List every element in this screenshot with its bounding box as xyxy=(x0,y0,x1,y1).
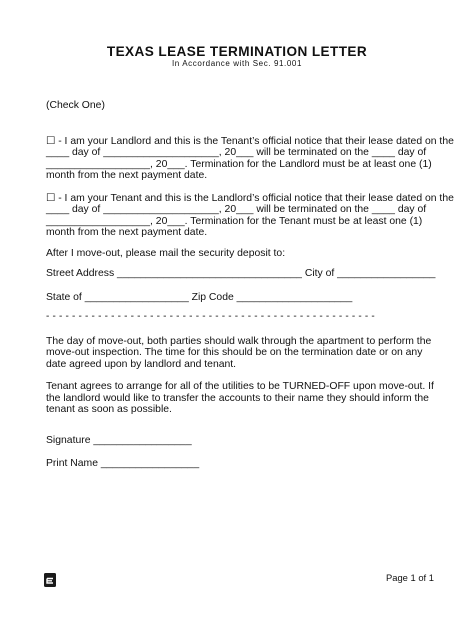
tenant-option-line-4: month from the next payment date. xyxy=(46,227,208,238)
page-number: Page 1 of 1 xyxy=(386,572,434,583)
tenant-option-line-2: ____ day of ____________________, 20___ will be terminated on the ____ day of xyxy=(46,204,427,215)
utilities-line-1: Tenant agrees to arrange for all of the utilities to be TURNED-OFF upon move-out. If xyxy=(46,381,434,392)
walkthrough-line-3: date agreed upon by landlord and tenant. xyxy=(46,359,237,370)
utilities-line-2: the landlord would like to transfer the accounts to their name they should inform the xyxy=(46,393,429,404)
landlord-option-line-1: ☐ - I am your Landlord and this is the Tenant’s official notice that their lease dated on the xyxy=(46,136,454,147)
check-one-label: (Check One) xyxy=(46,100,105,111)
tenant-option-line-3: __________________, 20___. Termination for the Tenant must be at least one (1) xyxy=(46,216,423,227)
landlord-option-line-2: ____ day of ____________________, 20___ will be terminated on the ____ day of xyxy=(46,147,427,158)
deposit-prompt: After I move-out, please mail the security deposit to: xyxy=(46,248,286,259)
utilities-line-3: tenant as soon as possible. xyxy=(46,404,172,415)
landlord-option-line-4: month from the next payment date. xyxy=(46,170,208,181)
walkthrough-line-1: The day of move-out, both parties should walk through the apartment to perform the xyxy=(46,336,432,347)
dashed-separator: - - - - - - - - - - - - - - - - - - - - - - - - - - - - - - - - - - - - - - - - - - - - - - - - - - - xyxy=(46,311,375,322)
print-name-line: Print Name _________________ xyxy=(46,458,200,469)
document-title: TEXAS LEASE TERMINATION LETTER xyxy=(106,44,368,59)
document-subtitle: In Accordance with Sec. 91.001 xyxy=(171,59,303,68)
walkthrough-line-2: move-out inspection. The time for this should be on the termination date or on any xyxy=(46,347,423,358)
state-zip-line: State of __________________ Zip Code ____________________ xyxy=(46,292,353,303)
signature-line: Signature _________________ xyxy=(46,435,192,446)
street-address-line: Street Address ________________________________ City of _________________ xyxy=(46,268,436,279)
landlord-option-line-3: __________________, 20___. Termination for the Landlord must be at least one (1) xyxy=(46,159,432,170)
tenant-option-line-1: ☐ - I am your Tenant and this is the Landlord’s official notice that their lease dated on the xyxy=(46,193,454,204)
eforms-logo-icon xyxy=(44,573,56,587)
